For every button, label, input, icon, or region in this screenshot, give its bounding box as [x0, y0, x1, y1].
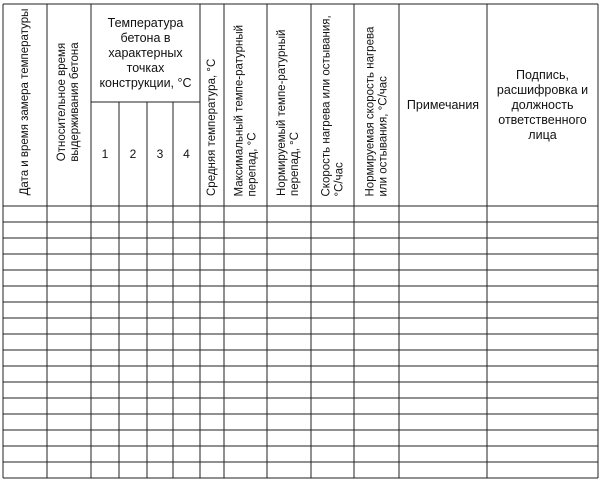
- header-date-time: Дата и время замера температуры: [18, 8, 31, 196]
- header-max-temperature-difference: Максимальный темпе-ратурный перепад, °С: [232, 24, 258, 196]
- header-relative-time: Относительное время выдерживания бетона: [56, 42, 81, 162]
- header-normative-heating-rate: Нормируемая скорость нагрева или остывания, °С/час: [363, 26, 389, 196]
- header-notes: Примечания: [406, 98, 480, 112]
- header-heating-rate: Скорость нагрева или остывания, °С/час: [319, 14, 345, 196]
- header-temperature-group: Температура бетона в характерных точках конструкции, °С: [99, 15, 192, 90]
- header-normative-temperature-difference: Нормируемый темпе-ратурный перепад, °С: [276, 29, 301, 196]
- header-signature: Подпись, расшифровка и должность ответственного лица: [496, 67, 589, 142]
- header-point-3: 3: [156, 147, 164, 161]
- header-average-temperature: Средняя температура, °С: [205, 58, 218, 196]
- header-point-2: 2: [129, 147, 137, 161]
- header-point-4: 4: [183, 147, 190, 161]
- header-point-1: 1: [101, 147, 109, 161]
